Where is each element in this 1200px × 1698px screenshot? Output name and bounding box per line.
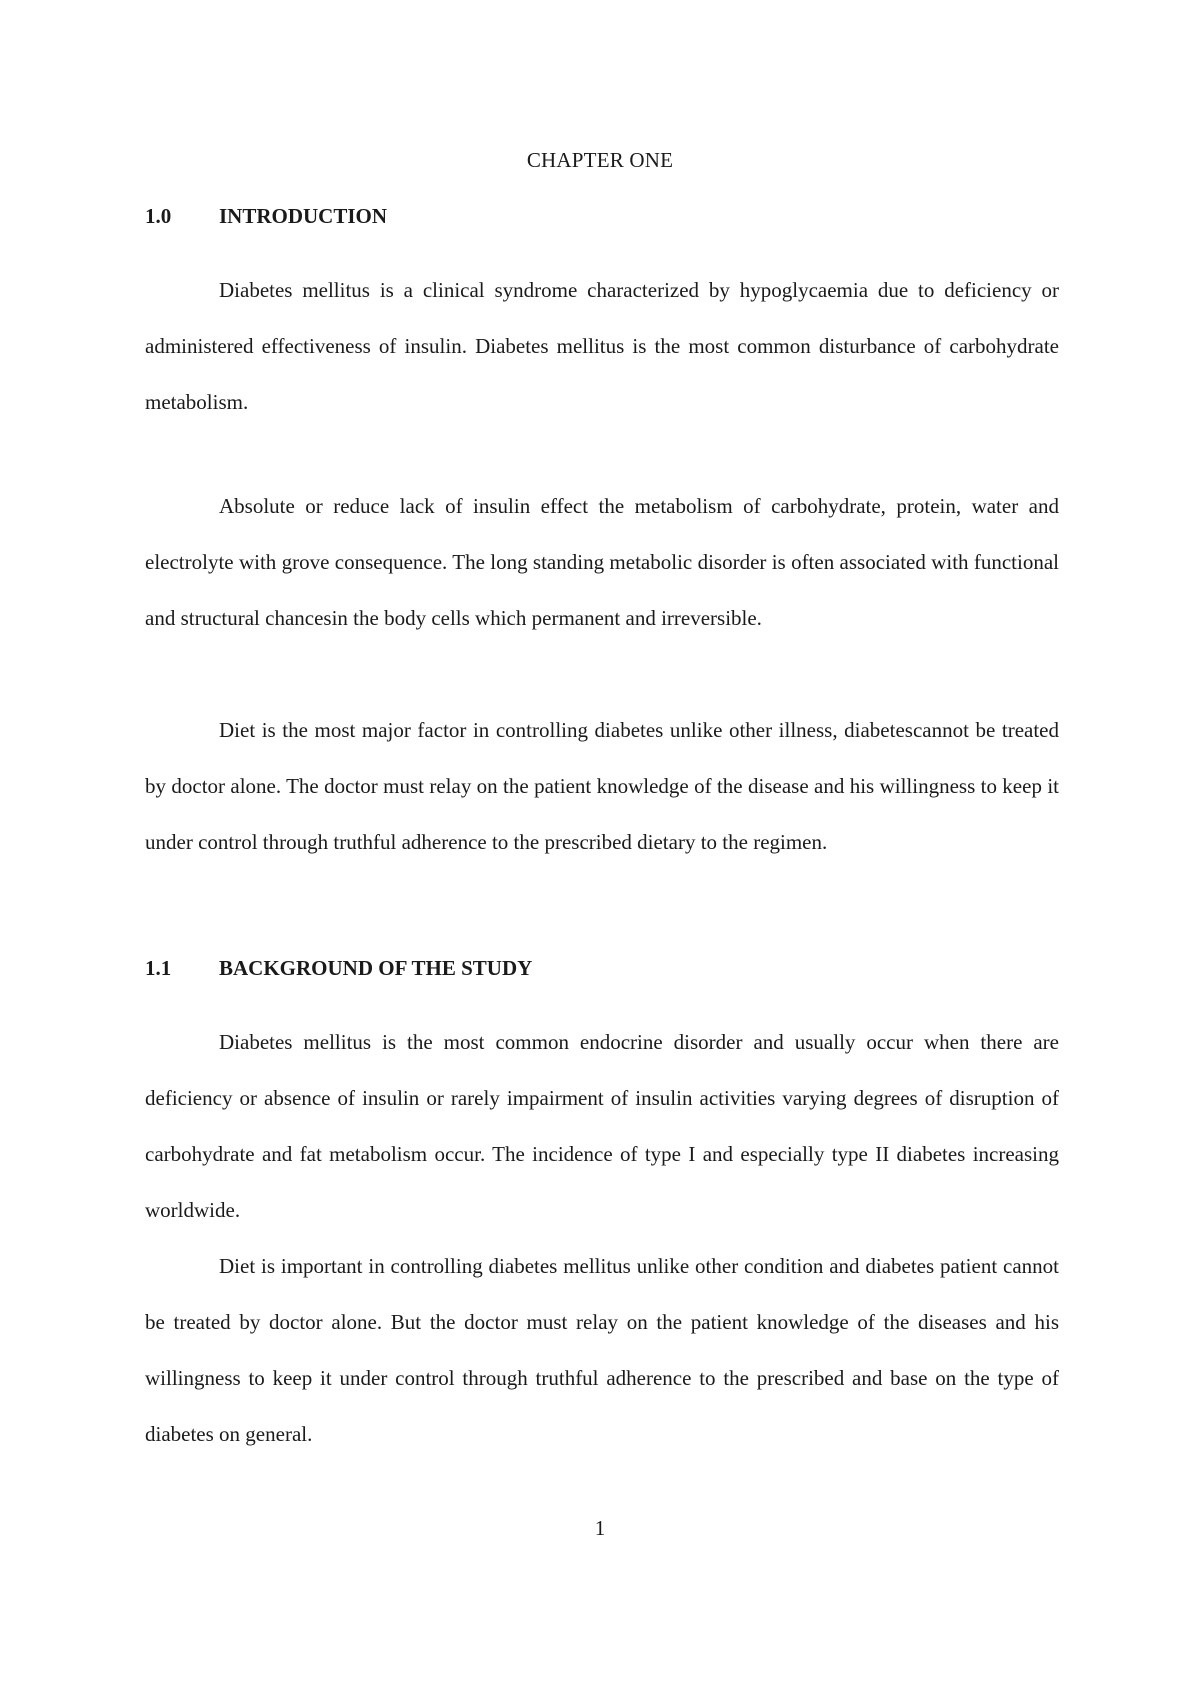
section-heading-background [145, 954, 1065, 982]
section-number: 1.0 [145, 204, 172, 228]
chapter-title: CHAPTER ONE [526, 148, 674, 172]
section-title: BACKGROUND OF THE STUDY [219, 956, 533, 980]
paragraph: Absolute or reduce lack of insulin effect the metabolism of carbohydrate, protein, water and electrolyte with grove consequence. The long standing metabolic disorder is often associated with functional and structural chancesin the body cells which permanent and irreversible. [145, 494, 1059, 630]
paragraph: Diet is important in controlling diabetes mellitus unlike other condition and diabetes patient cannot be treated by doctor alone. But the doctor must relay on the patient knowledge of the diseases and his willingness to keep it under control through truthful adherence to the prescribed and base on the type of diabetes on general. [145, 1254, 1059, 1446]
paragraph: Diabetes mellitus is a clinical syndrome characterized by hypoglycaemia due to deficiency or administered effectiveness of insulin. Diabetes mellitus is the most common disturbance of carbohydrate metabolism. [145, 278, 1059, 414]
section-number: 1.1 [145, 956, 172, 980]
paragraph: Diet is the most major factor in controlling diabetes unlike other illness, diabetescannot be treated by doctor alone. The doctor must relay on the patient knowledge of the disease and his willingness to keep it under control through truthful adherence to the prescribed dietary to the regimen. [145, 718, 1059, 854]
paragraph: Diabetes mellitus is the most common endocrine disorder and usually occur when there are deficiency or absence of insulin or rarely impairment of insulin activities varying degrees of disruption of carbohydrate and fat metabolism occur. The incidence of type I and especially type II diabetes increasing worldwide. [145, 1030, 1059, 1222]
page-number: 1 [594, 1516, 606, 1540]
section-heading-introduction [145, 202, 1065, 230]
section-title: INTRODUCTION [219, 204, 388, 228]
